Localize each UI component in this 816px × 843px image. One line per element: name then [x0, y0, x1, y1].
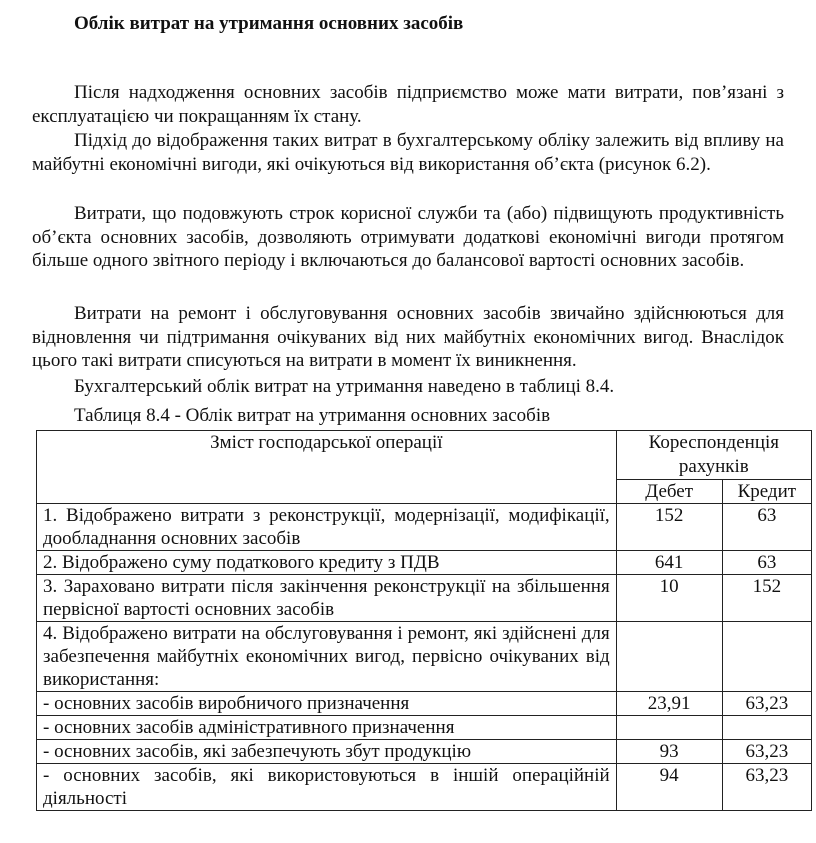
- paragraph-3: Витрати, що подовжують строк корисної служби та (або) підвищують продуктивність об’єкта основних засобів, дозволяють отримувати додаткові економічні вигоди протягом більше одного звітного періоду і включаються до балансової вартості основних засобів.: [32, 203, 784, 271]
- table-row: [37, 504, 812, 551]
- row-debit: 10: [616, 575, 722, 622]
- row-credit: 63: [722, 504, 811, 551]
- row-description: 1. Відображено витрати з реконструкції, модернізації, модифікації, дообладнання основних засобів: [37, 504, 617, 551]
- accounting-table: [36, 430, 812, 811]
- header-debit: Дебет: [616, 480, 722, 504]
- table-header-row: [37, 431, 812, 480]
- table-caption: Таблиця 8.4 - Облік витрат на утримання основних засобів: [74, 405, 551, 426]
- table-row: [37, 692, 812, 716]
- header-credit: Кредит: [722, 480, 811, 504]
- row-debit: 152: [616, 504, 722, 551]
- row-description: 3. Зараховано витрати після закінчення реконструкції на збільшення первісної вартості основних засобів: [37, 575, 617, 622]
- header-operation: Зміст господарської операції: [37, 431, 617, 504]
- table-row: [37, 764, 812, 811]
- row-description: - основних засобів, які використовуються в іншій операційній діяльності: [37, 764, 617, 811]
- row-credit: [722, 716, 811, 740]
- row-credit: 63: [722, 551, 811, 575]
- paragraph-1: Після надходження основних засобів підприємство може мати витрати, пов’язані з експлуатацією чи покращанням їх стану.: [32, 82, 784, 127]
- paragraph-2: Підхід до відображення таких витрат в бухгалтерському обліку залежить від впливу на майбутні економічні вигоди, які очікуються від використання об’єкта (рисунок 6.2).: [32, 130, 784, 175]
- row-debit: [616, 622, 722, 692]
- row-credit: 63,23: [722, 692, 811, 716]
- row-description: - основних засобів адміністративного призначення: [37, 716, 617, 740]
- table-row: [37, 622, 812, 692]
- header-correspondence: Кореспонденція рахунків: [616, 431, 811, 480]
- table-row: [37, 740, 812, 764]
- row-debit: 94: [616, 764, 722, 811]
- row-debit: 93: [616, 740, 722, 764]
- row-credit: 152: [722, 575, 811, 622]
- row-credit: [722, 622, 811, 692]
- table-row: [37, 716, 812, 740]
- row-description: 2. Відображено суму податкового кредиту з ПДВ: [37, 551, 617, 575]
- row-credit: 63,23: [722, 740, 811, 764]
- row-debit: 23,91: [616, 692, 722, 716]
- section-heading: Облік витрат на утримання основних засобів: [74, 13, 464, 34]
- paragraph-5: Бухгалтерський облік витрат на утримання наведено в таблиці 8.4.: [74, 376, 615, 397]
- paragraph-4: Витрати на ремонт і обслуговування основних засобів звичайно здійснюються для відновлення чи підтримання очікуваних від них майбутніх економічних вигод. Внаслідок цього такі витрати списуються на витрати в момент їх виникнення.: [32, 303, 784, 371]
- row-description: 4. Відображено витрати на обслуговування і ремонт, які здійснені для забезпечення майбутніх економічних вигод, первісно очікуваних від використання:: [37, 622, 617, 692]
- row-description: - основних засобів, які забезпечують збут продукцію: [37, 740, 617, 764]
- row-description: - основних засобів виробничого призначення: [37, 692, 617, 716]
- row-debit: 641: [616, 551, 722, 575]
- table-row: [37, 575, 812, 622]
- table-row: [37, 551, 812, 575]
- row-credit: 63,23: [722, 764, 811, 811]
- row-debit: [616, 716, 722, 740]
